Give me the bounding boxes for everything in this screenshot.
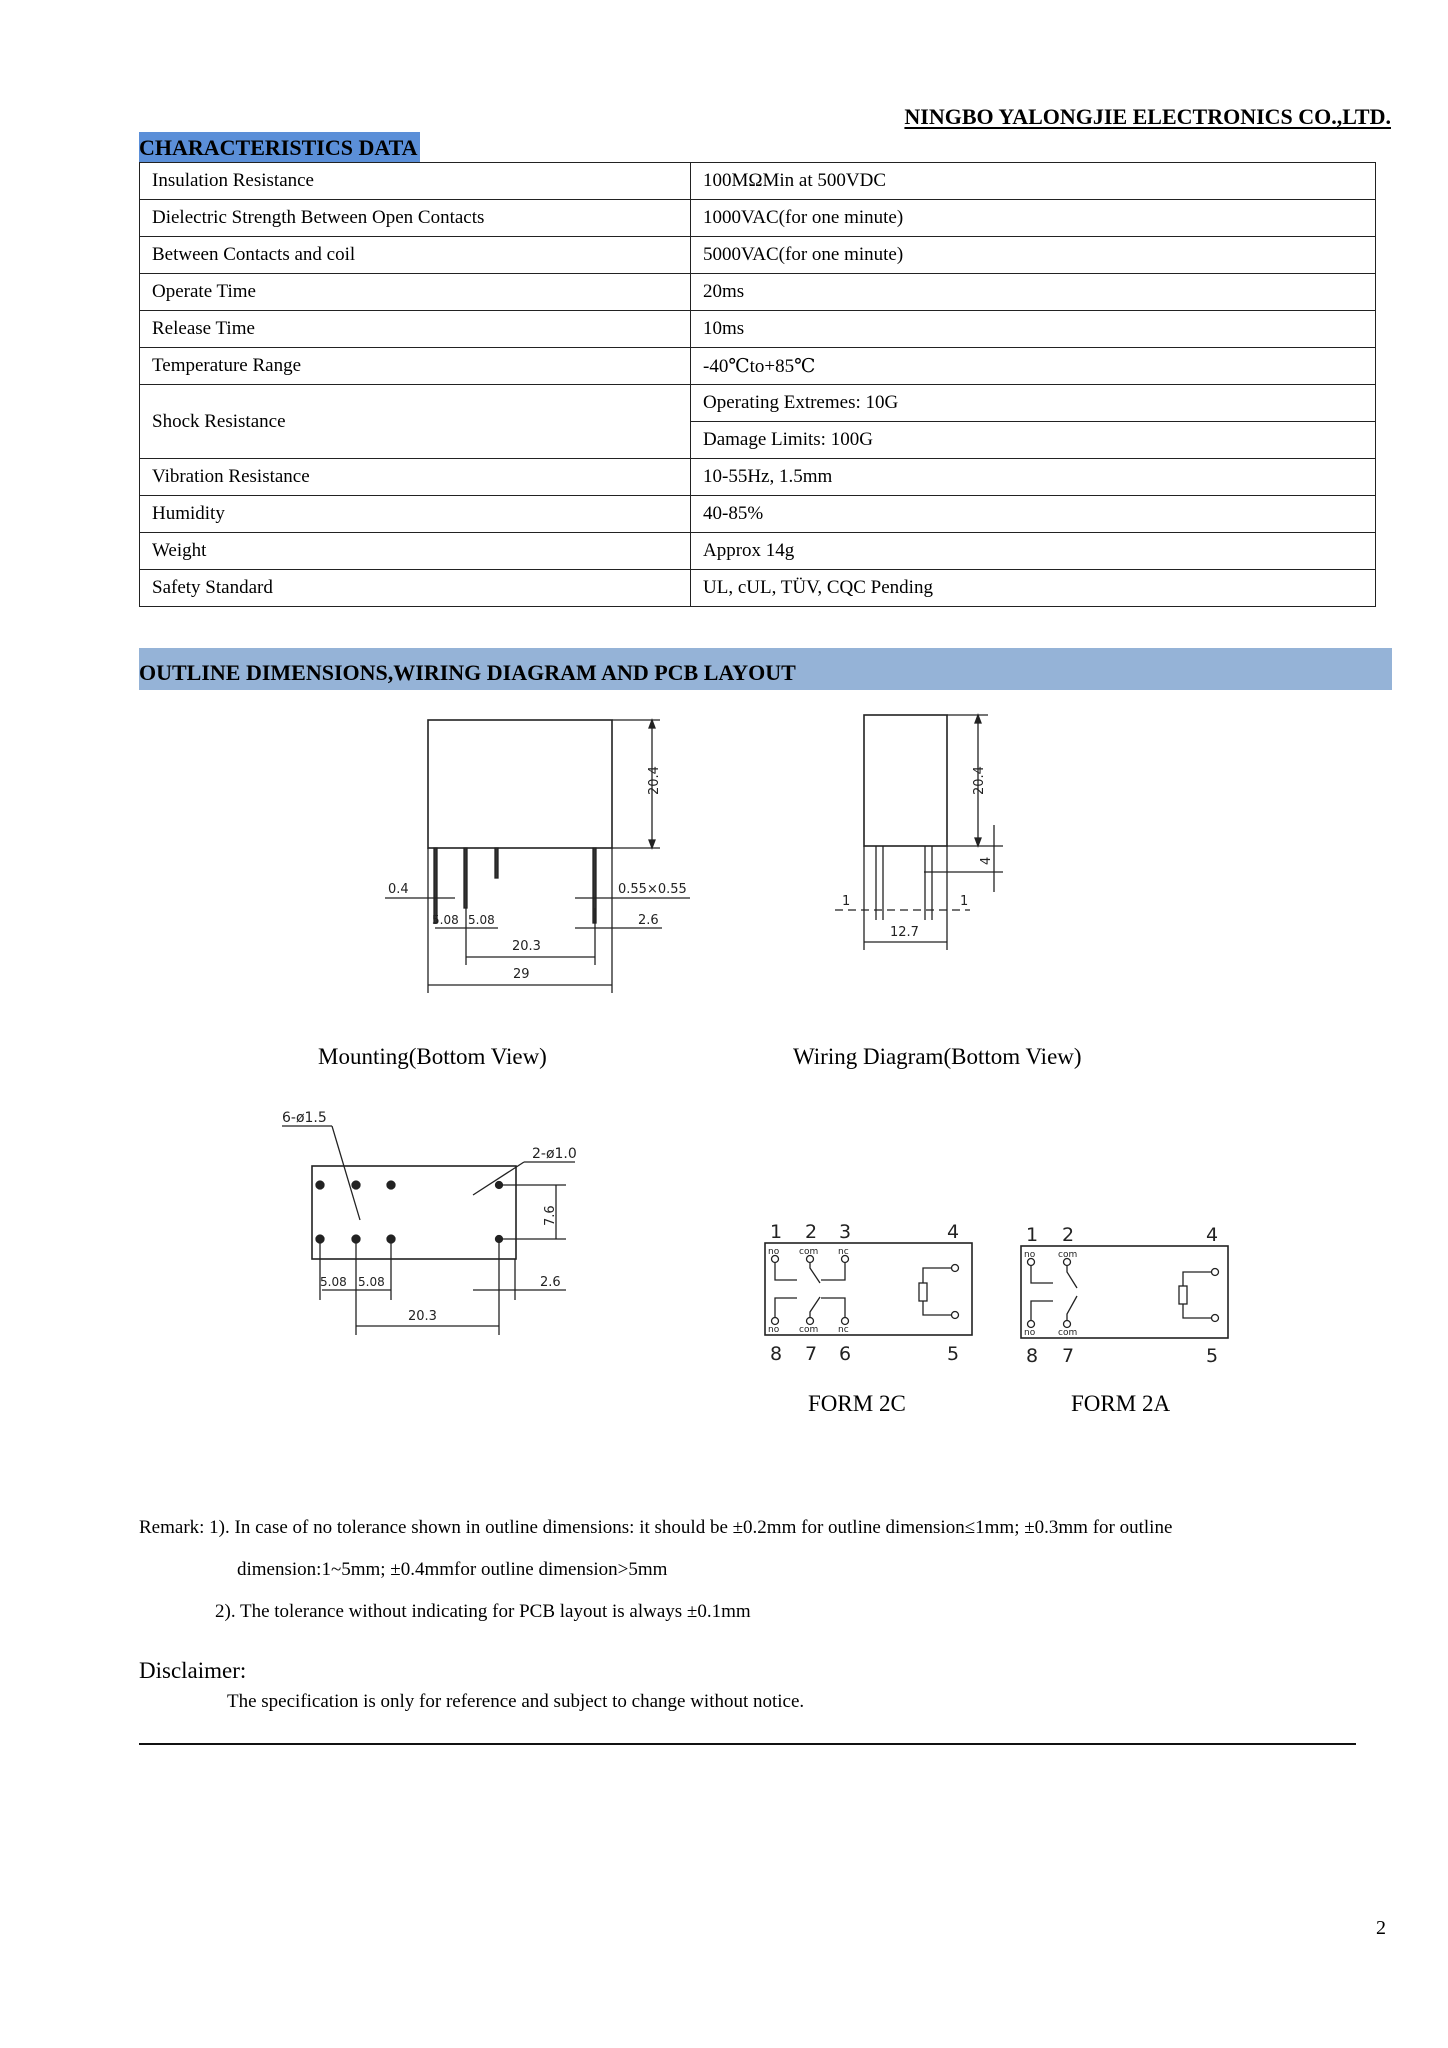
dim-row-spacing: 7.6 xyxy=(543,1205,558,1226)
mount-dim-edge: 2.6 xyxy=(540,1275,561,1290)
pin-8: 8 xyxy=(770,1343,783,1365)
form-2c-diagram xyxy=(755,1210,985,1370)
row-value: 10ms xyxy=(691,311,1376,348)
table-row xyxy=(140,459,1376,496)
remark-line-1: Remark: 1). In case of no tolerance shown in outline dimensions: it should be ±0.2mm for outline dimension≤1mm; ±0.3mm for outline xyxy=(139,1517,1173,1538)
footer-divider xyxy=(139,1743,1356,1745)
disclaimer-title: Disclaimer: xyxy=(139,1658,247,1683)
table-row xyxy=(140,533,1376,570)
outline-section-title xyxy=(139,648,1392,690)
row-label: Dielectric Strength Between Open Contacts xyxy=(140,200,691,237)
dim-span: 20.3 xyxy=(512,939,541,954)
row-label: Safety Standard xyxy=(140,570,691,607)
side-view-drawing xyxy=(370,710,710,1010)
tag-nc: nc xyxy=(838,1325,849,1335)
table-row xyxy=(140,311,1376,348)
pin-8: 8 xyxy=(1026,1345,1039,1367)
pin-5: 5 xyxy=(1206,1345,1219,1367)
pin-1: 1 xyxy=(770,1221,783,1243)
tag-no: no xyxy=(768,1325,780,1335)
page-number: 2 xyxy=(1376,1917,1386,1939)
table-row xyxy=(140,570,1376,607)
remark-line-3: 2). The tolerance without indicating for PCB layout is always ±0.1mm xyxy=(215,1601,751,1622)
end-view-drawing xyxy=(820,710,1020,970)
row-value: 10-55Hz, 1.5mm xyxy=(691,459,1376,496)
end-dim-right: 1 xyxy=(960,894,969,909)
row-value: 40-85% xyxy=(691,496,1376,533)
row-label: Shock Resistance xyxy=(140,385,691,459)
characteristics-title: CHARACTERISTICS DATA xyxy=(139,132,420,162)
tag-no: no xyxy=(1024,1328,1036,1338)
dim-pin-offset: 0.4 xyxy=(388,882,409,897)
wiring-caption: Wiring Diagram(Bottom View) xyxy=(793,1044,1082,1069)
pin-2: 2 xyxy=(805,1221,818,1243)
end-dim-standoff: 4 xyxy=(979,856,994,865)
row-label: Weight xyxy=(140,533,691,570)
row-value: 100MΩMin at 500VDC xyxy=(691,163,1376,200)
pin-4: 4 xyxy=(1206,1224,1219,1246)
holes-small-label: 2-ø1.0 xyxy=(532,1146,577,1162)
pin-4: 4 xyxy=(947,1221,960,1243)
pin-5: 5 xyxy=(947,1343,960,1365)
mount-dim-pitch-2: 5.08 xyxy=(358,1275,385,1289)
tag-com: com xyxy=(799,1247,819,1257)
mounting-drawing xyxy=(270,1100,600,1350)
row-value: 20ms xyxy=(691,274,1376,311)
tag-no: no xyxy=(1024,1250,1036,1260)
row-label: Insulation Resistance xyxy=(140,163,691,200)
row-value: 1000VAC(for one minute) xyxy=(691,200,1376,237)
row-label: Operate Time xyxy=(140,274,691,311)
dim-pin-size: 0.55×0.55 xyxy=(618,882,687,897)
mount-dim-pitch-1: 5.08 xyxy=(320,1275,347,1289)
outline-title-text: OUTLINE DIMENSIONS,WIRING DIAGRAM AND PCB LAYOUT xyxy=(139,660,796,685)
tag-no: no xyxy=(768,1247,780,1257)
pin-2: 2 xyxy=(1062,1224,1075,1246)
pin-3: 3 xyxy=(839,1221,852,1243)
table-row xyxy=(140,385,1376,422)
dim-edge: 2.6 xyxy=(638,913,659,928)
end-dim-height: 20.4 xyxy=(972,766,987,795)
row-label: Humidity xyxy=(140,496,691,533)
row-value: 5000VAC(for one minute) xyxy=(691,237,1376,274)
pin-6: 6 xyxy=(839,1343,852,1365)
table-row xyxy=(140,274,1376,311)
characteristics-table xyxy=(139,162,1376,607)
pin-1: 1 xyxy=(1026,1224,1039,1246)
table-row xyxy=(140,163,1376,200)
company-name: NINGBO YALONGJIE ELECTRONICS CO.,LTD. xyxy=(904,104,1391,129)
row-value: Approx 14g xyxy=(691,533,1376,570)
row-value: UL, cUL, TÜV, CQC Pending xyxy=(691,570,1376,607)
row-value: Damage Limits: 100G xyxy=(691,422,1376,459)
table-row xyxy=(140,200,1376,237)
row-label: Vibration Resistance xyxy=(140,459,691,496)
form-2a-label: FORM 2A xyxy=(1071,1391,1171,1416)
form-2c-label: FORM 2C xyxy=(808,1391,906,1416)
table-row xyxy=(140,348,1376,385)
pin-7: 7 xyxy=(1062,1345,1075,1367)
table-row xyxy=(140,496,1376,533)
dim-height: 20.4 xyxy=(647,766,662,795)
pin-7: 7 xyxy=(805,1343,818,1365)
tag-nc: nc xyxy=(838,1247,849,1257)
tag-com: com xyxy=(1058,1250,1078,1260)
end-dim-width: 12.7 xyxy=(890,925,919,940)
dim-pitch-2: 5.08 xyxy=(468,913,495,927)
dim-length: 29 xyxy=(513,967,530,982)
tag-com: com xyxy=(1058,1328,1078,1338)
end-dim-left: 1 xyxy=(842,894,851,909)
mount-dim-span: 20.3 xyxy=(408,1309,437,1324)
row-value: -40℃to+85℃ xyxy=(691,348,1376,385)
form-2a-diagram xyxy=(1010,1210,1240,1370)
disclaimer-text: The specification is only for reference and subject to change without notice. xyxy=(227,1691,805,1712)
row-value: Operating Extremes: 10G xyxy=(691,385,1376,422)
table-row xyxy=(140,237,1376,274)
tag-com: com xyxy=(799,1325,819,1335)
remark-line-2: dimension:1~5mm; ±0.4mmfor outline dimension>5mm xyxy=(237,1559,668,1580)
holes-large-label: 6-ø1.5 xyxy=(282,1110,327,1126)
mounting-caption: Mounting(Bottom View) xyxy=(318,1044,547,1069)
dim-pitch-1: 5.08 xyxy=(432,913,459,927)
row-label: Release Time xyxy=(140,311,691,348)
row-label: Between Contacts and coil xyxy=(140,237,691,274)
row-label: Temperature Range xyxy=(140,348,691,385)
